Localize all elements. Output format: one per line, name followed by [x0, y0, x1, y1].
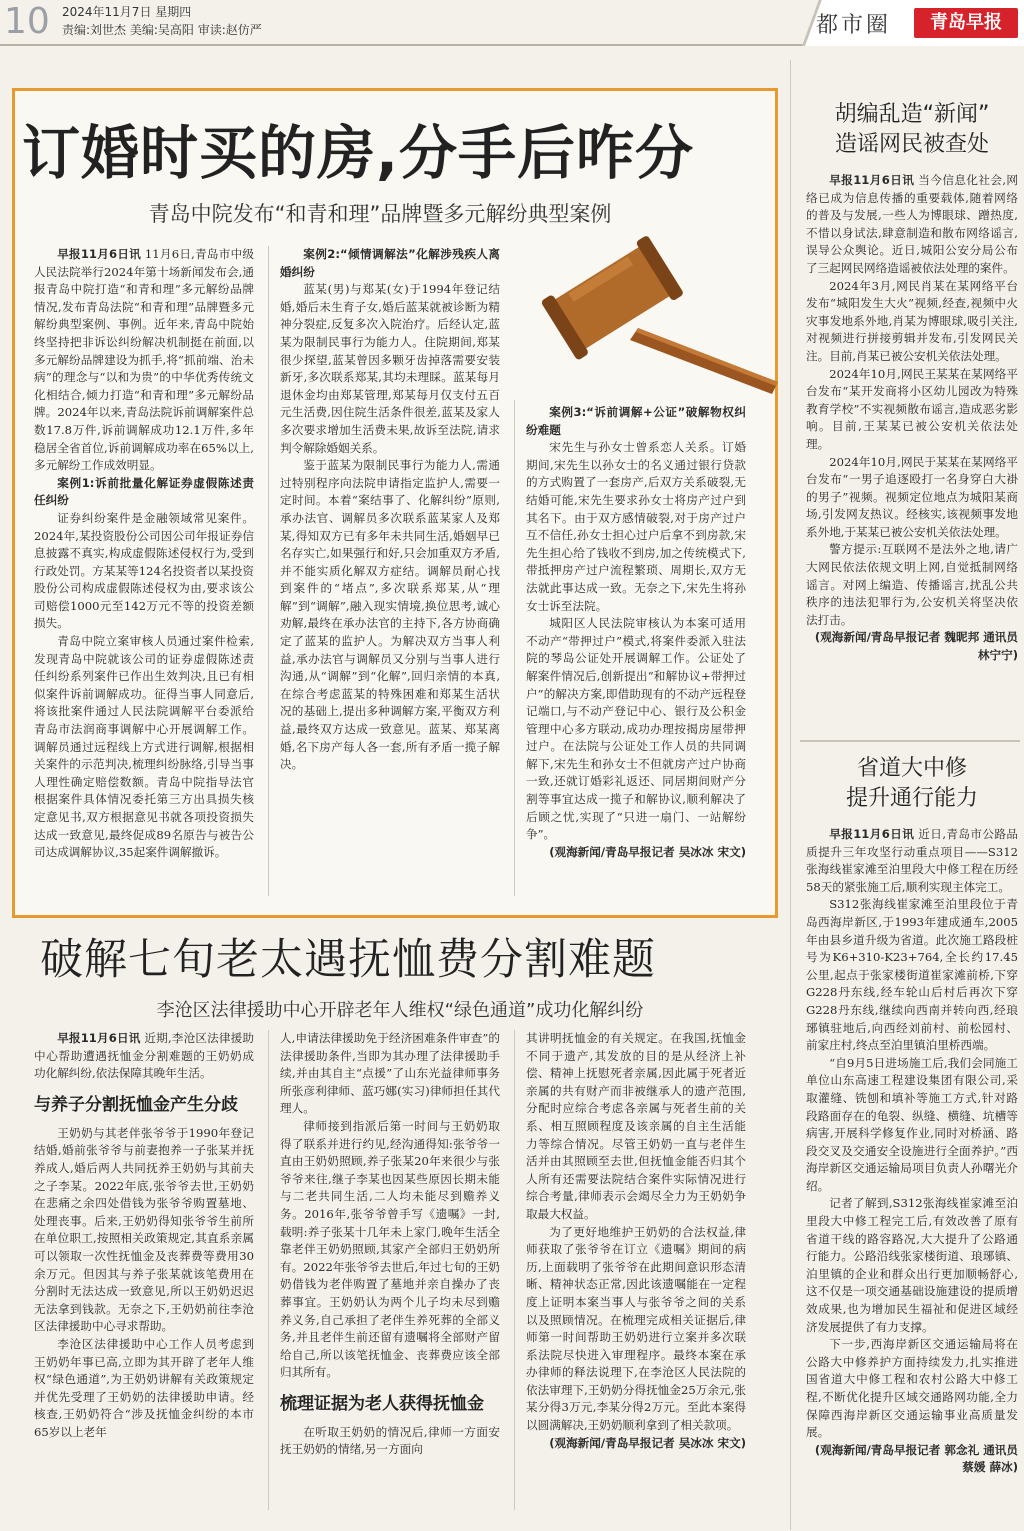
article-b-column-2: [280, 1030, 500, 1510]
lead-text: 近日,青岛市公路品质提升三年攻坚行动重点项目——S312张海线崔家滩至泊里段大中修工程在历经58天的紧张施工后,顺利实现主体完工。: [806, 827, 1018, 894]
column-divider: [268, 1030, 269, 1510]
body-paragraph: S312张海线崔家滩至泊里段位于青岛西海岸新区,于1993年建成通车,2005年由县乡道升级为省道。此次施工路段桩号为K6+310-K23+764,全长约17.45公里,起点于张家楼街道崔家滩前桥,下穿G228丹东线,经车轮山后村后再次下穿G228丹东线,继续向西南并转向西,经琅琊镇驻地后,向西经刘前村、前松园村、前家庄村,终点至泊里镇泊里桥西端。: [806, 897, 1018, 1053]
byline: (观海新闻/青岛早报记者 吴冰冰 宋文): [549, 1435, 746, 1450]
body-paragraph: 李沧区法律援助中心工作人员考虑到王奶奶年事已高,立即为其开辟了老年人维权“绿色通道”,为王奶奶讲解有关政策规定并优先受理了王奶奶的法律援助申请。经核查,王奶奶符合“涉及抚恤金纠纷的本市65岁以上老年: [34, 1336, 254, 1439]
lead-paragraph: [34, 246, 254, 475]
section-heading: 与养子分割抚恤金产生分歧: [34, 1094, 238, 1115]
body-paragraph: 2024年10月,网民王某某在某网络平台发布“某开发商将小区幼儿园改为特殊教育学校”不实视频散布谣言,造成恶劣影响。目前,王某某已被公安机关依法处理。: [806, 366, 1018, 451]
lead-text: 当今信息化社会,网络已成为信息传播的重要载体,随着网络的普及与发展,一些人为博眼球、蹭热度,不惜以身试法,肆意制造和散布网络谣言,误导公众舆论。近日,城阳公安分局公布了三起网民网络造谣被依法处理的案件。: [806, 173, 1018, 275]
sidebar-separator: [800, 740, 1020, 742]
article-a-subtitle: 青岛中院发布“和青和理”品牌暨多元解纷典型案例: [148, 202, 612, 226]
dateline: 早报11月6日讯: [57, 1031, 141, 1045]
dateline: 早报11月6日讯: [829, 827, 915, 841]
article-a-column-3: [526, 404, 746, 896]
lead-paragraph: [34, 1030, 254, 1083]
section-name: 都市圈: [816, 13, 892, 38]
body-paragraph: 人,申请法律援助免于经济困难条件审查”的法律援助条件,当即为其办理了法律援助手续,并由其自主“点援”了山东光益律师事务所张彦利律师、蓝巧娜(实习)律师担任其代理人。: [280, 1031, 500, 1116]
sidebar-divider: [790, 60, 791, 1530]
byline: (观海新闻/青岛早报记者 魏昵邦 通讯员 林宁宁): [814, 630, 1018, 663]
page-number: 10: [4, 1, 50, 42]
article-a-title: 订婚时买的房,分手后咋分: [22, 119, 695, 187]
body-paragraph: 蓝某(男)与郑某(女)于1994年登记结婚,婚后未生育子女,婚后蓝某就被诊断为精神分裂症,反复多次入院治疗。后经认定,蓝某为限制民事行为能力人。住院期间,郑某很少探望,蓝某曾因多颗牙齿掉落需要安装新牙,多次联系郑某,其均未理睬。蓝某每月退休金均由郑某管理,郑某每月仅支付五百元生活费,因住院生活条件很差,蓝某及家人多次要求增加生活费未果,故诉至法院,请求判令解除婚姻关系。: [280, 282, 500, 455]
dateline: 早报11月6日讯: [829, 173, 915, 187]
issue-date: 2024年11月7日 星期四: [62, 5, 192, 19]
article-c-title-line1: 胡编乱造“新闻”: [834, 102, 990, 127]
body-paragraph: 城阳区人民法院审核认为本案可适用不动产“带押过户”模式,将案件委派入驻法院的琴岛公证处开展调解工作。公证处了解案件情况后,创新提出“和解协议+带押过户”的解决方案,即借助现有的不动产远程登记端口,与不动产登记中心、银行及公积金管理中心多方联动,成功办理按揭房屋带押过户。在法院与公证处工作人员的共同调解下,宋先生和孙女士不但就房产过户协商一致,还就订婚彩礼返还、同居期间财产分割等事宜达成一揽子和解协议,顺利解决了后顾之忧,实现了“只进一扇门、一站解纷争”。: [526, 616, 746, 842]
article-b-subtitle: 李沧区法律援助中心开辟老年人维权“绿色通道”成功化解纠纷: [156, 1000, 644, 1021]
body-paragraph: 证券纠纷案件是金融领域常见案件。2024年,某投资股份公司因公司年报证券信息披露不真实,构成虚假陈述侵权行为,受到行政处罚。方某某等124名投资者以某投资股份公司构成虚假陈述侵权为由,要求该公司赔偿1000元至142万元不等的投资差额损失。: [34, 510, 254, 631]
article-a-column-2: [280, 246, 500, 896]
article-b-title: 破解七旬老太遇抚恤费分割难题: [40, 935, 656, 985]
article-b-column-3: [526, 1030, 746, 1510]
body-paragraph: 记者了解到,S312张海线崔家滩至泊里段大中修工程完工后,有效改善了原有省道干线的路容路况,大大提升了公路通行能力。公路沿线张家楼街道、琅琊镇、泊里镇的企业和群众出行更加顺畅舒心,这不仅是一项交通基础设施建设的提质增效成果,也为增加民生福祉和促进区域经济发展提供了有力支撑。: [806, 1196, 1018, 1334]
case-heading: 案例3:“诉前调解+公证”破解物权纠纷难题: [526, 405, 746, 437]
byline: (观海新闻/青岛早报记者 郭念礼 通讯员 蔡媛 薛冰): [814, 1442, 1018, 1475]
article-c-body: [806, 172, 1018, 732]
body-paragraph: 警方提示:互联网不是法外之地,请广大网民依法依规文明上网,自觉抵制网络谣言。对网上编造、传播谣言,扰乱公共秩序的违法犯罪行为,公安机关将坚决依法打击。: [806, 542, 1018, 627]
case-heading: 案例1:诉前批量化解证券虚假陈述责任纠纷: [34, 475, 254, 508]
lead-paragraph: [806, 826, 1018, 896]
case-heading: 案例2:“倾情调解法”化解涉残疾人离婚纠纷: [280, 247, 500, 279]
article-d-title-line2: 提升通行能力: [845, 786, 978, 811]
gavel-icon: [520, 232, 790, 402]
body-paragraph: 鉴于蓝某为限制民事行为能力人,需通过特别程序向法院申请指定监护人,需要一定时间。本着“案结事了、化解纠纷”原则,承办法官、调解员多次联系蓝某家人及郑某,得知双方已有多年未共同生活,婚姻早已名存实亡,如果强行和好,只会加重双方矛盾,并不能实质化解双方症结。调解员耐心找到案件的“堵点”,多次联系郑某,从“理解”到“调解”,融入现实情境,换位思考,诚心劝解,最终在承办法官的主持下,各方协商确定了蓝某的监护人。为解决双方当事人利益,承办法官与调解员又分别与当事人进行沟通,从“调解”到“化解”,回归亲情的本真,在综合考虑蓝某的特殊困难和郑某生活状况的基础上,提出多种调解方案,平衡双方利益,最终双方达成一致意见。蓝某、郑某离婚,名下房产每人各一套,所有矛盾一揽子解决。: [280, 458, 500, 772]
body-paragraph: 2024年10月,网民于某某在某网络平台发布“一男子追逐殴打一名身穿白大褂的男子”视频。视频定位地点为城阳某商场,引发网友热议。经核实,该视频事发地系外地,于某某已被公安机关依法处理。: [806, 454, 1018, 539]
article-a-column-1: [34, 246, 254, 896]
column-divider: [514, 1030, 515, 1510]
article-d-body: [806, 826, 1018, 1526]
body-paragraph: “自9月5日进场施工后,我们会同施工单位山东高速工程建设集团有限公司,采取灌缝、铣刨和填补等施工方式,针对路段路面存在的龟裂、纵缝、横缝、坑槽等病害,开展科学修复作业,同时对桥涵、路段交叉及交通安全设施进行全面养护。”西海岸新区交通运输局项目负责人孙曙光介绍。: [806, 1055, 1018, 1193]
body-paragraph: 青岛中院立案审核人员通过案件检索,发现青岛中院就该公司的证券虚假陈述责任纠纷系列案件已作出生效判决,且已有相似案件诉前调解成功。征得当事人同意后,将该批案件通过人民法院调解平台委派给青岛市法润商事调解中心开展调解工作。调解员通过远程线上方式进行调解,根据相关案件的示范判决,梳理纠纷脉络,引导当事人理性确定赔偿数额。青岛中院指导法官根据案件具体情况委托第三方出具损失核定意见书,双方根据意见书就各项投资损失达成一致意见,最终促成89名原告与被告公司达成调解协议,35起案件调解撤诉。: [34, 634, 254, 860]
section-heading: 梳理证据为老人获得抚恤金: [280, 1393, 484, 1414]
body-paragraph: 其讲明抚恤金的有关规定。在我国,抚恤金不同于遗产,其发放的目的是从经济上补偿、精神上抚慰死者亲属,因此属于死者近亲属的共有财产而非被继承人的遗产范围,分配时应综合考虑各亲属与死者生前的关系、相互照顾程度及该亲属的自主生活能力等综合情况。尽管王奶奶一直与老伴生活并由其照顾至去世,但抚恤金能否归其个人所有还需要法院结合案件实际情况进行综合考量,律师表示会竭尽全力为王奶奶争取最大权益。: [526, 1031, 746, 1221]
dateline: 早报11月6日讯: [57, 247, 141, 261]
body-paragraph: 宋先生与孙女士曾系恋人关系。订婚期间,宋先生以孙女士的名义通过银行贷款的方式购置了一套房产,后双方关系破裂,无结婚可能,宋先生要求孙女士将房产过户到其名下。由于双方感情破裂,对于房产过户互不信任,孙女士担心过户后拿不到房款,宋先生担心给了钱收不到房,加之传统模式下,带抵押房产过户流程繁琐、周期长,双方无法就此事达成一致。无奈之下,宋先生将孙女士诉至法院。: [526, 440, 746, 613]
body-paragraph: 为了更好地维护王奶奶的合法权益,律师获取了张爷爷在订立《遗嘱》期间的病历,上面载明了张爷爷在此期间意识形态清晰、精神状态正常,因此该遗嘱能在一定程度上证明本案当事人与张爷爷之间的关系以及照顾情况。在梳理完成相关证据后,律师第一时间帮助王奶奶进行立案并多次联系法院尽快进入审理程序。最终本案在承办律师的释法说理下,在李沧区人民法院的依法审理下,王奶奶分得抚恤金25万余元,张某分得3万元,李某分得2万元。至此本案得以圆满解决,王奶奶顺利拿到了相关款项。: [526, 1224, 746, 1433]
newspaper-logo: 青岛早报: [914, 8, 1018, 38]
body-paragraph: 2024年3月,网民肖某在某网络平台发布“城阳发生大火”视频,经查,视频中火灾事发地系外地,肖某为博眼球,吸引关注,对视频进行拼接剪辑并发布,引发网民关注。目前,肖某已被公安机关依法处理。: [806, 278, 1018, 363]
lead-paragraph: [806, 172, 1018, 278]
editor-credits: 责编:刘世杰 美编:吴高阳 审读:赵仿严: [62, 23, 262, 37]
article-b-column-1: [34, 1030, 254, 1510]
byline: (观海新闻/青岛早报记者 吴冰冰 宋文): [549, 844, 746, 859]
body-paragraph: 王奶奶与其老伴张爷爷于1990年登记结婚,婚前张爷爷与前妻抱养一子张某并抚养成人,婚后两人共同抚养王奶奶与其前夫之子李某。2022年底,张爷爷去世,王奶奶在悲痛之余四处借钱为张爷爷购置墓地、处理丧事。后来,王奶奶得知张爷爷生前所在单位职工,按照相关政策规定,其直系亲属可以领取一次性抚恤金及丧葬费等费用30余万元。但因其与养子张某就该笔费用在分割时无法达成一致意见,所以王奶奶迟迟无法拿到钱款。无奈之下,王奶奶前往李沧区法律援助中心寻求帮助。: [34, 1125, 254, 1334]
column-divider: [268, 246, 269, 896]
body-paragraph: 律师接到指派后第一时间与王奶奶取得了联系并进行约见,经沟通得知:张爷爷一直由王奶奶照顾,养子张某20年来很少与张爷爷来往,继子李某也因某些原因长期未能与二老共同生活,二人均未能尽到赡养义务。2016年,张爷爷曾手写《遗嘱》一封,载明:养子张某十几年未上家门,晚年生活全靠老伴王奶奶照顾,其家产全部归王奶奶所有。2022年张爷爷去世后,年过七旬的王奶奶借钱为老伴购置了墓地并亲自操办了丧葬事宜。王奶奶认为两个儿子均未尽到赡养义务,自己承担了老伴生养死葬的全部义务,并且老伴生前还留有遗嘱将全部财产留给自己,所以该笔抚恤金、丧葬费应该全部归其所有。: [280, 1118, 500, 1380]
lead-text: 11月6日,青岛市中级人民法院举行2024年第十场新闻发布会,通报青岛中院打造“和青和理”多元解纷品牌情况,发布青岛法院“和青和理”品牌暨多元解纷典型案例、事例。近年来,青岛中院始终坚持把非诉讼纠纷解决机制挺在前面,以多元解纷品牌建设为抓手,将“抓前端、治未病”的理念与“以和为贵”的中华优秀传统文化相结合,倾力打造“和青和理”多元解纷品牌。2024年以来,青岛法院诉前调解案件总数17.8万件,诉前调解成功12.1万件,多年稳居全省首位,诉前调解成功率在65%以上,多元解纷工作成效明显。: [34, 247, 254, 473]
body-paragraph: 下一步,西海岸新区交通运输局将在公路大中修养护方面持续发力,扎实推进国省道大中修工程和农村公路大中修工程,不断优化提升区域交通路网功能,全力保障西海岸新区交通运输事业高质量发展。: [806, 1337, 1018, 1440]
body-paragraph: 在听取王奶奶的情况后,律师一方面安抚王奶奶的情绪,另一方面向: [280, 1424, 500, 1457]
article-d-title-line1: 省道大中修: [856, 756, 967, 781]
article-c-title-line2: 造谣网民被查处: [834, 132, 989, 157]
lead-text: 近期,李沧区法律援助中心帮助遭遇抚恤金分割难题的王奶奶成功化解纠纷,依法保障其晚年生活。: [34, 1031, 254, 1081]
column-divider: [514, 400, 515, 896]
